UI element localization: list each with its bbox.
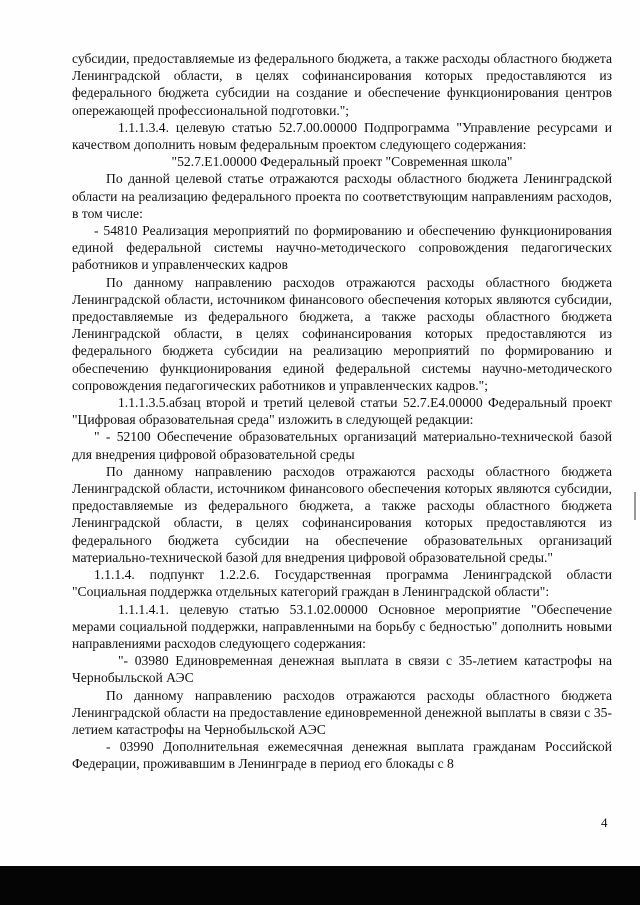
paragraph: По данному направлению расходов отражаются расходы областного бюджета Ленинградской области на предоставление единовременной денежной выплаты в связи с 35-летием катастрофы на Чернобыльской АЭС bbox=[72, 687, 612, 737]
paragraph: По данной целевой статье отражаются расходы областного бюджета Ленинградской области на реализацию федерального проекта по соответствующим направлениям расходов, в том числе: bbox=[72, 171, 612, 221]
paragraph: 1.1.1.4. подпункт 1.2.2.6. Государственная программа Ленинградской области "Социальная поддержка отдельных категорий граждан в Ленинградской области": bbox=[72, 567, 612, 600]
paragraph: "52.7.Е1.00000 Федеральный проект "Современная школа" bbox=[171, 154, 513, 170]
paragraph: По данному направлению расходов отражаются расходы областного бюджета Ленинградской области, источником финансового обеспечения которых являются субсидии, предоставляемые из федерального бюджета, а также расходы областного бюджета Ленинградской области, в целях софинансирования которых предоставляются из федерального бюджета субсидии на реализацию мероприятий по формированию и обеспечению функционирования единой федеральной системы научно-методического сопровождения педагогических работников и управленческих кадров."; bbox=[72, 274, 612, 393]
paragraph: субсидии, предоставляемые из федерального бюджета, а также расходы областного бюджета Ленинградской области, в целях софинансирования которых предоставляются из федерального бюджета субсидии на создание и обеспечение функционирования центров опережающей профессиональной подготовки."; bbox=[72, 51, 612, 118]
paragraph: По данному направлению расходов отражаются расходы областного бюджета Ленинградской области, источником финансового обеспечения которых являются субсидии, предоставляемые из федерального бюджета, а также расходы областного бюджета Ленинградской области, в целях софинансирования которых предоставляются из федерального бюджета субсидии на обеспечение образовательных организаций материально-технической базой для внедрения цифровой образовательной среды." bbox=[72, 463, 612, 565]
paragraph: 1.1.1.3.4. целевую статью 52.7.00.00000 Подпрограмма "Управление ресурсами и качеством дополнить новым федеральным проектом следующего содержания: bbox=[72, 119, 612, 153]
document-body bbox=[72, 50, 612, 773]
scan-bottom-border bbox=[0, 866, 640, 905]
scan-edge-mark bbox=[634, 492, 636, 520]
paragraph: - 54810 Реализация мероприятий по формированию и обеспечению функционирования единой федеральной системы научно-методического сопровождения педагогических работников и управленческих кадров bbox=[72, 223, 612, 273]
paragraph: - 03990 Дополнительная ежемесячная денежная выплата гражданам Российской Федерации, проживавшим в Ленинграде в период его блокады с 8 bbox=[72, 739, 612, 772]
paragraph: 1.1.1.4.1. целевую статью 53.1.02.00000 Основное мероприятие "Обеспечение мерами социальной поддержки, направленными на борьбу с бедностью" дополнить новыми направлениями расходов следующего содержания: bbox=[72, 601, 612, 651]
paragraph: "- 03980 Единовременная денежная выплата в связи с 35-летием катастрофы на Чернобыльской АЭС bbox=[72, 653, 612, 686]
paragraph: " - 52100 Обеспечение образовательных организаций материально-технической базой для внедрения цифровой образовательной среды bbox=[72, 429, 612, 462]
page-number: 4 bbox=[601, 815, 608, 830]
paragraph: 1.1.1.3.5.абзац второй и третий целевой статьи 52.7.Е4.00000 Федеральный проект "Цифровая образовательная среда" изложить в следующей редакции: bbox=[72, 395, 612, 428]
